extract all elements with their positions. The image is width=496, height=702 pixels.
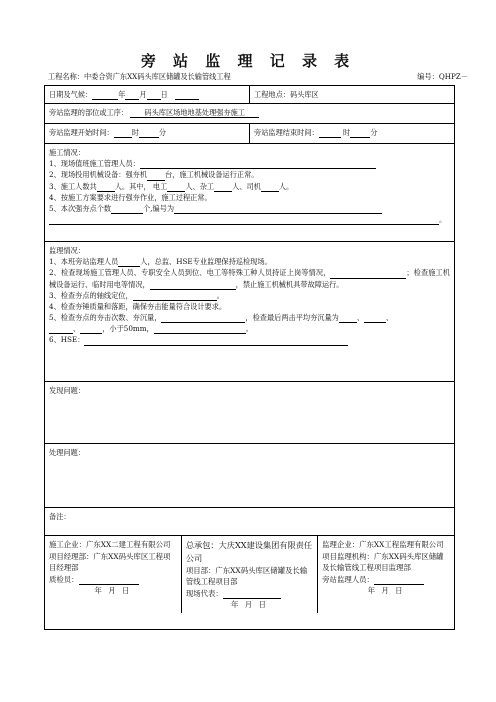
staff-check-field[interactable] xyxy=(330,270,406,279)
supervisor-signature-block: 监理企业：广东XX工程监理有限公司 项目监理机构：广东XX码头库区储罐及长输管线工程项目监理部 旁站监理人员： 年 月 日 xyxy=(322,540,444,596)
site-rep-signature-field[interactable] xyxy=(223,590,281,599)
remarks-cell[interactable]: 备注： xyxy=(45,508,455,536)
electrician-count-field[interactable] xyxy=(167,183,185,192)
equipment-check-field[interactable] xyxy=(150,281,236,290)
project-header xyxy=(48,72,468,82)
record-table xyxy=(44,85,455,630)
construction-signature-block: 施工企业：广东XX二建工程有限公司 项目经理部：广东XX码头库区工程项目经理部 质检员： 年 月 日 xyxy=(45,536,181,613)
on-duty-staff-field[interactable] xyxy=(140,160,376,169)
settlement-4-field[interactable] xyxy=(80,325,102,334)
day-field[interactable] xyxy=(147,91,161,100)
supervisor-signature-field[interactable] xyxy=(374,576,424,585)
driver-count-field[interactable] xyxy=(261,183,279,192)
end-hour-field[interactable] xyxy=(319,129,341,138)
axis-check-field[interactable] xyxy=(133,292,217,301)
date-weather-cell: 日期及气候： 年 月 日 xyxy=(45,86,250,104)
settlement-3-field[interactable] xyxy=(49,325,73,334)
worker-count-field[interactable] xyxy=(97,183,115,192)
start-time-cell: 旁站监理开始时间： 时 分 xyxy=(45,124,250,144)
supervisor-count-field[interactable] xyxy=(118,258,140,267)
end-minute-field[interactable] xyxy=(350,129,370,138)
project-name: 工程名称：中委合资广东XX码头库区储罐及长输管线工程 xyxy=(48,72,231,81)
settlement-2-field[interactable] xyxy=(364,314,386,323)
construction-heading: 施工情况： xyxy=(49,148,85,158)
part-process-value: 码头库区场地地基处理强夯施工 xyxy=(130,108,259,118)
page-title: 旁 站 监 理 记 录 表 xyxy=(140,52,356,70)
laborer-count-field[interactable] xyxy=(214,183,232,192)
settlement-result-field[interactable] xyxy=(154,325,246,334)
blow-count-field[interactable] xyxy=(161,314,245,323)
signature-table xyxy=(45,536,454,613)
compactor-count-field[interactable] xyxy=(147,172,165,181)
part-process-cell: 旁站监理的部位或工序： 码头库区场地地基处理强夯施工 xyxy=(45,104,455,124)
location-cell: 工程地点：码头库区 xyxy=(250,86,455,104)
inspector-signature-field[interactable] xyxy=(79,576,139,585)
contractor-signature-block: 总承包：大庆XX建设集团有限责任公司 项目部：广东XX码头库区储罐及长输管线工程项目部 现场代表： 年 月 日 xyxy=(181,536,317,613)
found-issues-cell[interactable]: 发现问题： xyxy=(45,382,455,444)
supervision-section: 监理情况： 1、本班旁站监理人员 人，总监、HSE专业监理保持巡检现场。 2、检查现场施工管理人员、专职安全人员到位、电工等特殊工种人员持证上岗等情况， ；检查施工机械设备运行、临时用电等情况， ，禁止施工机械机具带故障运行。 3、检查夯点的轴线定位， 。 4、检查夯锤质量和落距，确保夯击能量符合设计要求。 5、检查夯点的夯击次数、夯沉量， ，检查最后两击平均夯沉量为 、 、 、 ，小于50mm， 。 6、HSE： xyxy=(45,242,455,382)
point-number-field-cont[interactable] xyxy=(49,216,439,225)
point-number-field[interactable] xyxy=(174,205,382,214)
start-hour-field[interactable] xyxy=(114,129,132,138)
supervision-heading: 监理情况： xyxy=(49,246,85,256)
record-number: 编号：QHPZ－ xyxy=(417,72,468,81)
construction-section: 施工情况： 1、现场值班施工管理人员： 2、现场投用机械设备：强夯机 台，施工机械设备运行正常。 3、施工人数共 人。其中， 电工 人、杂工 人、司机 人。 4、按施工方案要求进行强夯作业，施工过程正常。 5、本次强夯点个数 个,编号为 。 xyxy=(45,144,455,242)
hse-field[interactable] xyxy=(84,337,348,346)
handled-issues-cell[interactable]: 处理问题： xyxy=(45,444,455,508)
year-field[interactable] xyxy=(92,91,118,100)
weather-field[interactable] xyxy=(175,91,199,100)
end-time-cell: 旁站监理结束时间： 时 分 xyxy=(250,124,455,144)
point-count-field[interactable] xyxy=(111,205,143,214)
start-minute-field[interactable] xyxy=(139,129,159,138)
settlement-1-field[interactable] xyxy=(339,314,357,323)
month-field[interactable] xyxy=(125,91,139,100)
